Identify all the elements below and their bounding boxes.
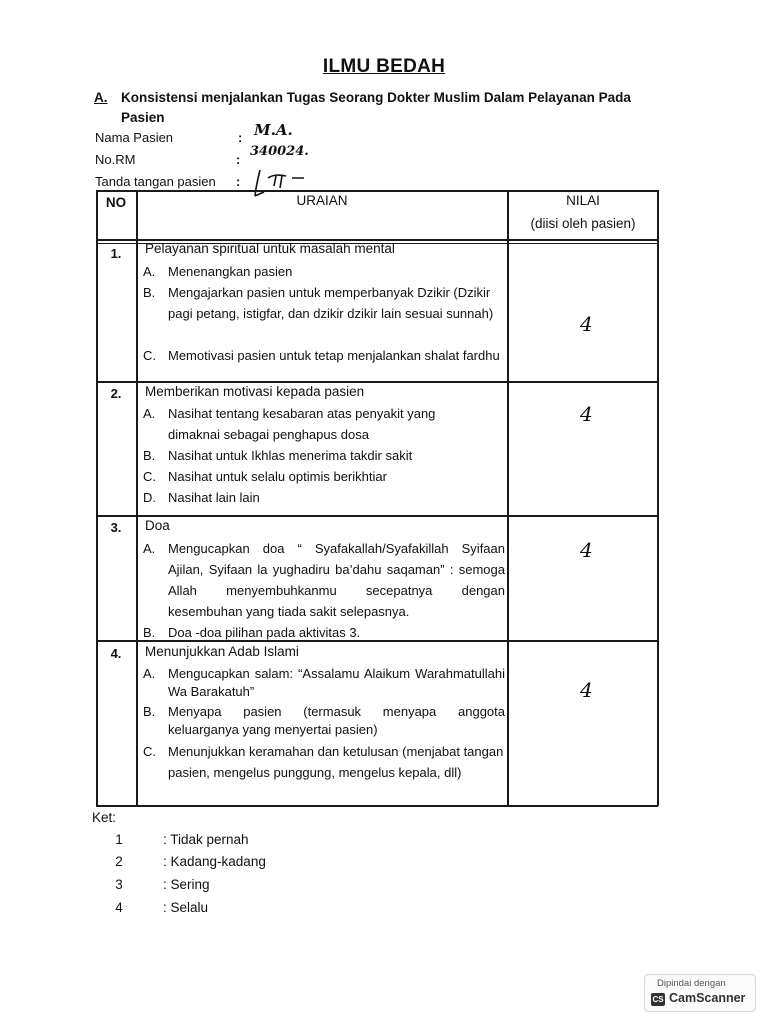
row-title: Doa <box>145 518 170 533</box>
row-number: 1. <box>110 246 122 261</box>
signature-colon: : <box>236 174 241 189</box>
watermark-brand: CamScanner <box>669 991 746 1005</box>
header-nilai-sub: (diisi oleh pasien) <box>530 216 636 231</box>
patient-name-label: Nama Pasien <box>95 130 174 145</box>
section-title: Konsistensi menjalankan Tugas Seorang Dokter Muslim Dalam Pelayanan Pada Pasien <box>121 90 631 125</box>
score-value: 4 <box>580 678 593 702</box>
legend-description: : Kadang-kadang <box>163 854 266 869</box>
legend-description: : Tidak pernah <box>163 832 249 847</box>
score-value: 4 <box>580 402 593 426</box>
legend-number: 3 <box>115 877 123 892</box>
legend-number: 4 <box>115 900 123 915</box>
legend-description: : Selalu <box>163 900 209 915</box>
legend-number: 2 <box>115 854 123 869</box>
legend-number: 1 <box>115 832 123 847</box>
row-title: Menunjukkan Adab Islami <box>145 644 299 659</box>
row-title: Memberikan motivasi kepada pasien <box>145 384 365 399</box>
header-no: NO <box>105 195 127 210</box>
watermark-caption: Dipindai dengan <box>657 978 726 989</box>
page-title: ILMU BEDAH <box>322 56 446 77</box>
row-number: 3. <box>110 520 122 535</box>
patient-rm-value: 340024. <box>250 144 309 159</box>
row-number: 4. <box>110 646 122 661</box>
header-uraian: URAIAN <box>296 193 348 208</box>
row-title: Pelayanan spiritual untuk masalah mental <box>145 241 395 256</box>
score-value: 4 <box>580 312 593 336</box>
name-colon: : <box>238 130 243 145</box>
section-letter: A. <box>94 90 108 105</box>
patient-name-value: M.A. <box>254 121 293 139</box>
legend-title: Ket: <box>92 810 117 825</box>
camscanner-watermark <box>644 974 756 1012</box>
legend-description: : Sering <box>163 877 210 892</box>
camscanner-logo-icon: CS <box>652 995 664 1004</box>
patient-rm-label: No.RM <box>95 152 136 167</box>
row-number: 2. <box>110 386 122 401</box>
header-nilai: NILAI <box>566 193 600 208</box>
rm-colon: : <box>236 152 241 167</box>
patient-signature-label: Tanda tangan pasien <box>95 174 216 189</box>
score-value: 4 <box>580 538 593 562</box>
